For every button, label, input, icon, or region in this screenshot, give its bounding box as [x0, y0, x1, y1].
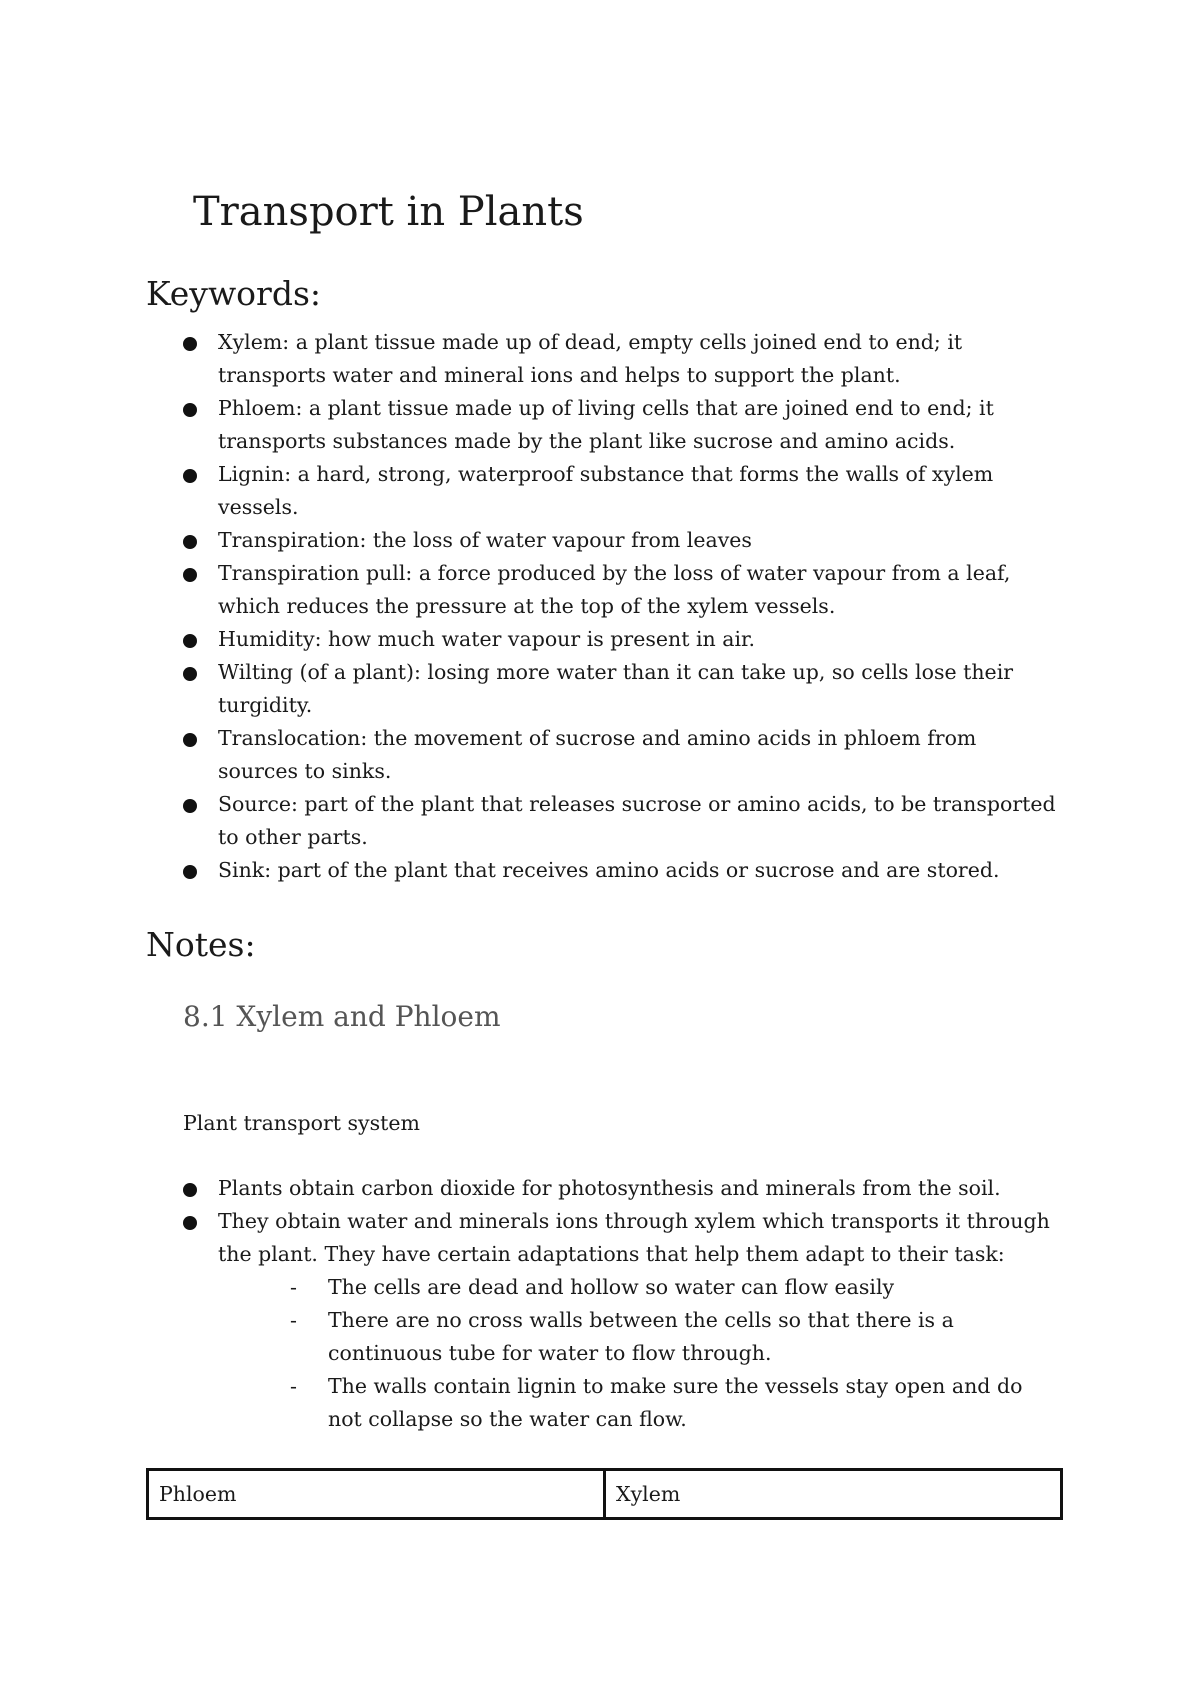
list-item: [180, 1172, 1060, 1205]
bullet-icon: [183, 1183, 197, 1197]
list-item: [180, 557, 1060, 623]
note-text: Plants obtain carbon dioxide for photosynthesis and minerals from the soil.: [218, 1176, 1001, 1200]
list-item: [180, 656, 1060, 722]
bullet-icon: [183, 469, 197, 483]
keyword-text: Sink: part of the plant that receives amino acids or sucrose and are stored.: [218, 858, 1000, 882]
bullet-icon: [183, 1216, 197, 1230]
bullet-icon: [183, 337, 197, 351]
table-header-xylem: Xylem: [605, 1470, 1062, 1519]
dash-icon: -: [290, 1275, 297, 1299]
list-item: [180, 722, 1060, 788]
list-item: [180, 392, 1060, 458]
dash-icon: -: [290, 1308, 297, 1332]
keyword-text: Transpiration: the loss of water vapour from leaves: [218, 528, 752, 552]
list-item: [290, 1370, 1060, 1436]
keyword-text: Source: part of the plant that releases sucrose or amino acids, to be transported to other parts.: [218, 792, 1056, 849]
bullet-icon: [183, 634, 197, 648]
bullet-icon: [183, 535, 197, 549]
adaptations-list: [218, 1271, 1060, 1436]
table-header-phloem: Phloem: [148, 1470, 605, 1519]
list-item: [290, 1271, 1060, 1304]
list-item: [180, 524, 1060, 557]
list-item: [180, 623, 1060, 656]
keyword-text: Humidity: how much water vapour is present in air.: [218, 627, 756, 651]
notes-list: [180, 1172, 1060, 1436]
list-item: [290, 1304, 1060, 1370]
list-item: [180, 458, 1060, 524]
adaptation-text: The walls contain lignin to make sure the vessels stay open and do not collapse so the water can flow.: [328, 1374, 1023, 1431]
note-text: They obtain water and minerals ions through xylem which transports it through the plant. They have certain adaptations that help them adapt to their task:: [218, 1209, 1050, 1266]
bullet-icon: [183, 667, 197, 681]
bullet-icon: [183, 403, 197, 417]
dash-icon: -: [290, 1374, 297, 1398]
keyword-list: [180, 326, 1060, 887]
subheading: Plant transport system: [183, 1111, 420, 1135]
bullet-icon: [183, 799, 197, 813]
bullet-icon: [183, 568, 197, 582]
bullet-icon: [183, 733, 197, 747]
adaptation-text: There are no cross walls between the cells so that there is a continuous tube for water to flow through.: [328, 1308, 954, 1365]
keyword-text: Phloem: a plant tissue made up of living cells that are joined end to end; it transports substances made by the plant like sucrose and amino acids.: [218, 396, 994, 453]
document-title: Transport in Plants: [193, 189, 584, 235]
table-header-row: [148, 1470, 1062, 1519]
list-item: [180, 1205, 1060, 1436]
keyword-text: Lignin: a hard, strong, waterproof substance that forms the walls of xylem vessels.: [218, 462, 994, 519]
bullet-icon: [183, 865, 197, 879]
keyword-text: Wilting (of a plant): losing more water than it can take up, so cells lose their turgidity.: [218, 660, 1014, 717]
section-heading: 8.1 Xylem and Phloem: [183, 1000, 501, 1033]
notes-heading: Notes:: [146, 925, 256, 964]
adaptation-text: The cells are dead and hollow so water can flow easily: [328, 1275, 895, 1299]
list-item: [180, 854, 1060, 887]
keyword-text: Transpiration pull: a force produced by the loss of water vapour from a leaf, which reduces the pressure at the top of the xylem vessels.: [218, 561, 1011, 618]
keyword-text: Translocation: the movement of sucrose and amino acids in phloem from sources to sinks.: [218, 726, 977, 783]
comparison-table: [146, 1468, 1063, 1520]
list-item: [180, 326, 1060, 392]
list-item: [180, 788, 1060, 854]
keyword-text: Xylem: a plant tissue made up of dead, empty cells joined end to end; it transports water and mineral ions and helps to support the plant.: [218, 330, 963, 387]
keywords-heading: Keywords:: [146, 274, 322, 313]
